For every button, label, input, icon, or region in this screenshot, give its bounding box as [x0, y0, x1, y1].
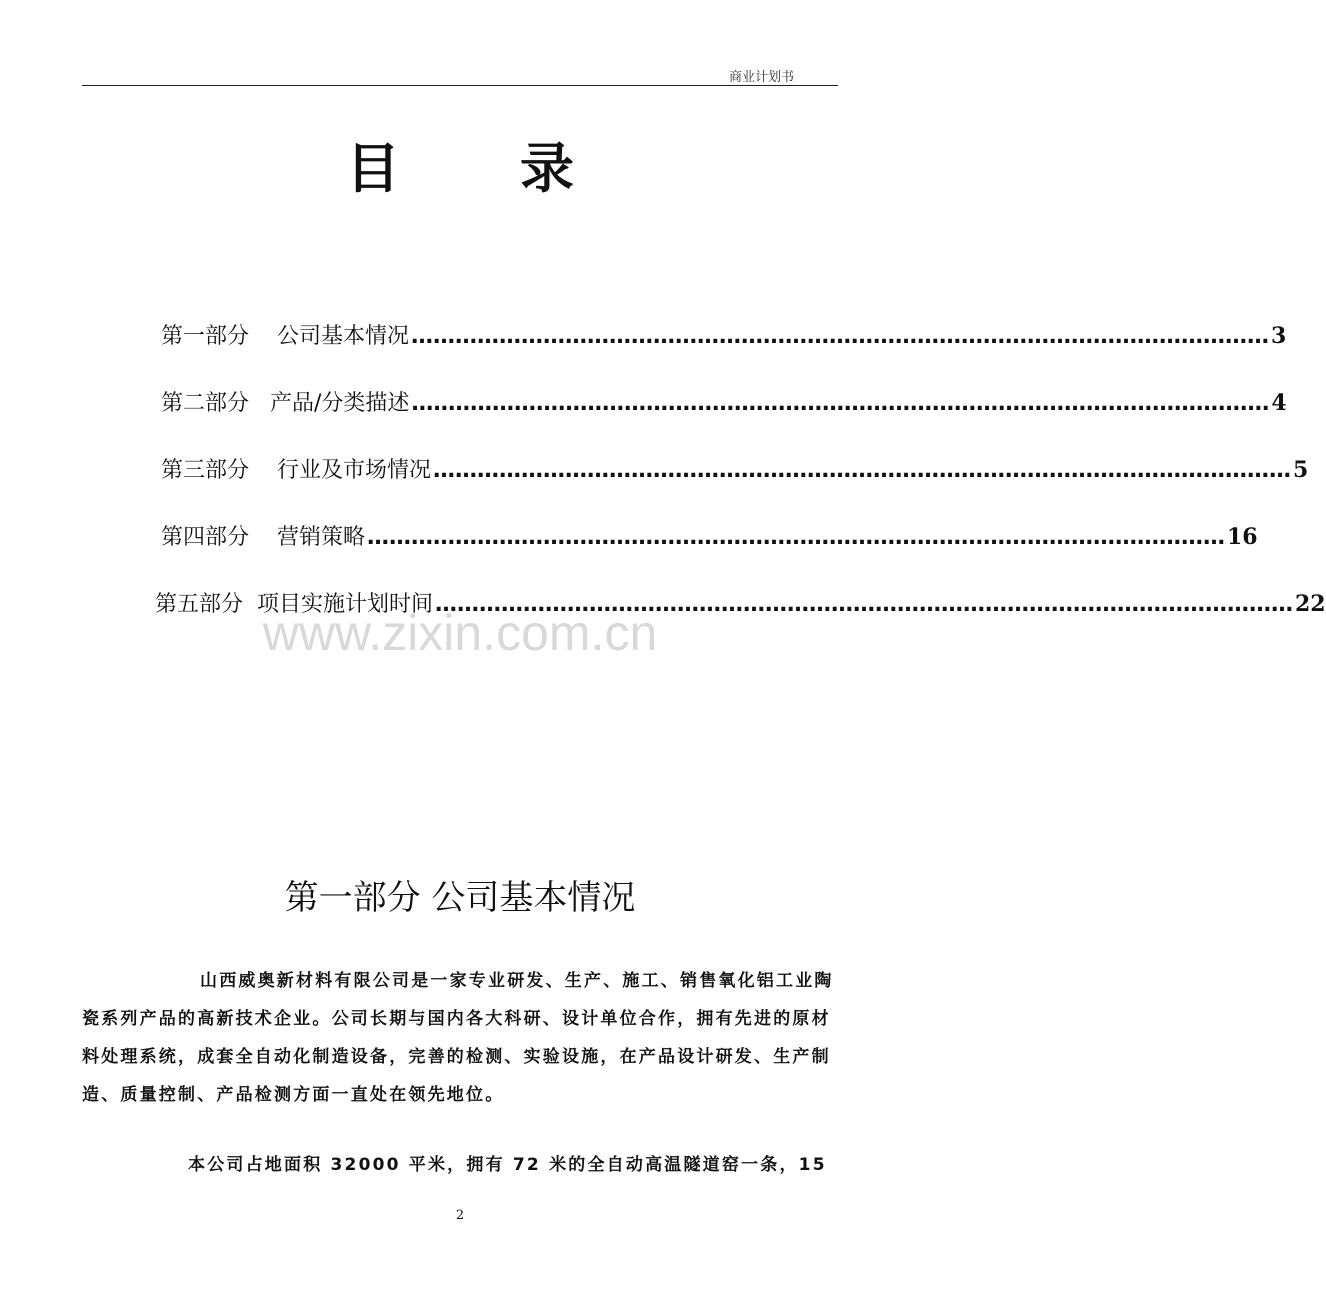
- toc-title: [0, 126, 920, 203]
- toc-entry-page: 4: [1271, 390, 1287, 416]
- section-heading: 第一部分 公司基本情况: [284, 878, 636, 918]
- toc-title-char-1: 目: [346, 137, 400, 200]
- toc-entry-label: 第一部分 公司基本情况: [161, 324, 409, 349]
- toc-entry-label: 第三部分 行业及市场情况: [161, 458, 431, 483]
- toc-entry-2[interactable]: [161, 386, 1287, 418]
- toc-entry-page: 3: [1270, 323, 1287, 349]
- paragraph-text: 山西威奥新材料有限公司是一家专业研发、生产、施工、销售氧化铝工业陶瓷系列产品的高新技术企业。公司长期与国内各大科研、设计单位合作，拥有先进的原材料处理系统，成套全自动化制造设备，完善的检测、实验设施，在产品设计研发、生产制造、质量控制、产品检测方面一直处在领先地位。: [82, 971, 834, 1105]
- toc-entry-3[interactable]: [161, 453, 1309, 485]
- toc-entry-1[interactable]: [161, 319, 1287, 351]
- toc-leader-dots: ………………………………………………………………………………………………………: [410, 324, 1269, 349]
- toc-entry-label: 第四部分 营销策略: [161, 525, 365, 550]
- running-header: 商业计划书: [728, 70, 794, 85]
- toc-entry-4[interactable]: [161, 520, 1258, 552]
- page-number: 2: [455, 1208, 465, 1223]
- toc-entry-page: 5: [1292, 457, 1309, 483]
- header-divider: [82, 85, 838, 86]
- toc-entry-page: 16: [1226, 524, 1258, 550]
- toc-leader-dots: ………………………………………………………………………………………………………: [432, 458, 1291, 483]
- toc-entry-label: 第二部分 产品/分类描述: [161, 391, 410, 416]
- toc-leader-dots: ………………………………………………………………………………………………………: [411, 391, 1270, 416]
- toc-entry-label: 第五部分 项目实施计划时间: [155, 592, 433, 617]
- toc-leader-dots: ………………………………………………………………………………………………………: [366, 525, 1225, 550]
- toc-leader-dots: ………………………………………………………………………………………………………: [435, 592, 1293, 617]
- paragraph-text: 本公司占地面积 32000 平米，拥有 72 米的全自动高温隧道窑一条，15: [188, 1155, 827, 1175]
- body-paragraph-1: [82, 962, 842, 1114]
- body-paragraph-2: [82, 1146, 842, 1184]
- watermark: www.zixin.com.cn: [262, 605, 658, 661]
- toc-entry-page: 22: [1295, 591, 1326, 617]
- toc-title-char-2: 录: [520, 137, 574, 200]
